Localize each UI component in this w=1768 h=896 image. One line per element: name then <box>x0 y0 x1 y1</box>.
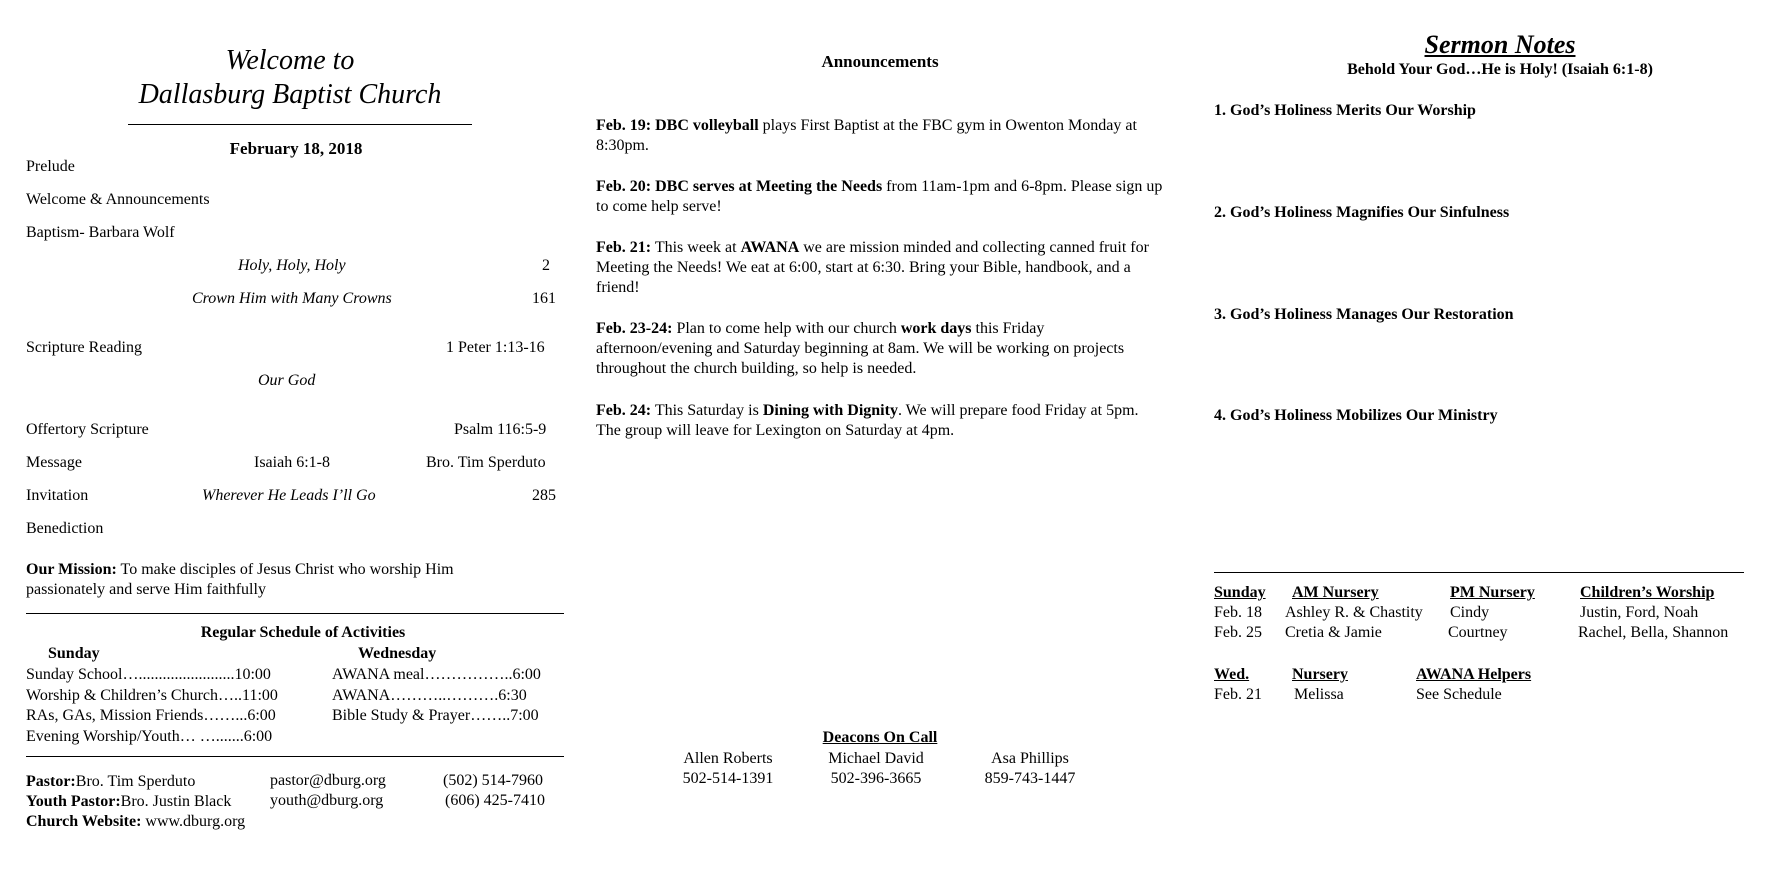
mission-divider <box>26 613 564 614</box>
announcement-date: Feb. 23-24: <box>596 320 673 337</box>
hymn-title: Crown Him with Many Crowns <box>192 290 392 307</box>
announcement-item <box>596 401 1164 441</box>
pastor-phone: (502) 514-7960 <box>443 772 543 789</box>
schedule-item: AWANA meal……………..6:00 <box>332 666 541 683</box>
baptism: Baptism- Barbara Wolf <box>26 224 175 241</box>
youth-pastor-contact <box>26 792 231 812</box>
wednesday-cell: Feb. 21 <box>1214 686 1262 703</box>
nursery-cell: Ashley R. & Chastity <box>1285 604 1423 621</box>
pastor-label: Pastor: <box>26 773 76 790</box>
nursery-header: PM Nursery <box>1450 584 1535 601</box>
nursery-cell: Justin, Ford, Noah <box>1580 604 1699 621</box>
schedule-item: Sunday School…........................10:00 <box>26 666 271 683</box>
offertory-label: Offertory Scripture <box>26 421 149 438</box>
announcement-highlight: work days <box>900 320 972 337</box>
announcement-highlight: AWANA <box>740 239 800 256</box>
deacon-phone: 859-743-1447 <box>984 770 1076 787</box>
announcement-item <box>596 116 1164 156</box>
schedule-item: AWANA………..……….6:30 <box>332 686 527 704</box>
church-name: Dallasburg Baptist Church <box>138 79 442 110</box>
hymn-title: Holy, Holy, Holy <box>238 257 346 274</box>
welcome-line-1: Welcome to <box>225 45 355 76</box>
order-of-service <box>26 150 568 550</box>
sermon-subtitle: Behold Your God…He is Holy! (Isaiah 6:1-8) <box>1347 61 1653 78</box>
announcement-date: Feb. 19: <box>596 117 652 134</box>
sunday-schedule-list <box>26 665 278 747</box>
schedule-divider <box>26 756 564 757</box>
sermon-notes-title: Sermon Notes <box>1424 30 1576 59</box>
mission-text-continued: passionately and serve Him faithfully <box>26 581 266 598</box>
deacon-entry <box>660 749 796 789</box>
announcement-highlight: Dining with Dignity <box>762 402 898 419</box>
deacon-phone: 502-514-1391 <box>682 770 774 787</box>
nursery-cell: Feb. 18 <box>1214 604 1262 621</box>
youth-pastor-label: Youth Pastor: <box>26 793 121 810</box>
pastor-email: pastor@dburg.org <box>270 772 386 789</box>
offertory-ref: Psalm 116:5-9 <box>454 421 547 438</box>
announcement-date: Feb. 24: <box>596 402 652 419</box>
pastor-name: Bro. Tim Sperduto <box>75 773 196 790</box>
deacon-name: Michael David <box>828 750 924 767</box>
youth-pastor-phone: (606) 425-7410 <box>445 792 545 809</box>
schedule-sunday-heading: Sunday <box>48 645 100 662</box>
special-song: Our God <box>258 372 316 389</box>
mission-text: To make disciples of Jesus Christ who worship Him <box>116 561 454 578</box>
website-url: www.dburg.org <box>141 813 246 830</box>
announcement-text-prefix: This week at <box>651 239 741 256</box>
sermon-point: 2. God’s Holiness Magnifies Our Sinfulness <box>1214 204 1510 221</box>
prelude: Prelude <box>26 158 75 175</box>
announcement-highlight: DBC volleyball <box>651 117 759 134</box>
message-label: Message <box>26 454 82 471</box>
deacons-title: Deacons On Call <box>822 729 938 746</box>
schedule-item: RAs, GAs, Mission Friends……...6:00 <box>26 707 276 724</box>
nursery-cell: Courtney <box>1448 624 1508 641</box>
welcome-title <box>80 44 500 112</box>
scripture-reading-ref: 1 Peter 1:13-16 <box>446 339 545 356</box>
invitation-number: 285 <box>532 487 556 504</box>
sermon-point: 1. God’s Holiness Merits Our Worship <box>1214 102 1476 119</box>
welcome-announcements: Welcome & Announcements <box>26 191 210 208</box>
scripture-reading-label: Scripture Reading <box>26 339 142 356</box>
website-label: Church Website: <box>26 813 142 830</box>
announcement-text: from 11am-1pm and 6-8pm. Please sign up to come help serve! <box>596 178 1163 215</box>
message-speaker: Bro. Tim Sperduto <box>426 454 546 471</box>
schedule-wednesday-heading: Wednesday <box>358 645 437 662</box>
deacon-entry <box>962 749 1098 789</box>
announcement-highlight: DBC serves at Meeting the Needs <box>651 178 883 195</box>
wednesday-cell: Melissa <box>1294 686 1344 703</box>
schedule-item: Evening Worship/Youth… ….......6:00 <box>26 727 273 745</box>
schedule-title: Regular Schedule of Activities <box>200 624 406 641</box>
sermon-notes-header <box>1200 30 1768 80</box>
message-ref: Isaiah 6:1-8 <box>254 454 330 471</box>
deacon-name: Asa Phillips <box>991 750 1069 767</box>
youth-pastor-email: youth@dburg.org <box>270 792 384 809</box>
announcement-text: this Friday afternoon/evening and Saturday beginning at 8am. We will be working on projects throughout the church building, so help is needed. <box>596 320 1125 377</box>
mission-statement <box>26 560 454 600</box>
announcement-text-prefix: Plan to come help with our church <box>672 320 901 337</box>
schedule-item: Bible Study & Prayer……..7:00 <box>332 707 539 724</box>
announcement-item <box>596 319 1164 379</box>
hymn-number: 2 <box>542 257 550 274</box>
announcement-text: plays First Baptist at the FBC gym in Owenton Monday at 8:30pm. <box>596 117 1137 154</box>
invitation-song: Wherever He Leads I’ll Go <box>202 487 376 504</box>
invitation-label: Invitation <box>26 487 89 504</box>
sermon-point: 3. God’s Holiness Manages Our Restoration <box>1214 306 1514 323</box>
announcements-title: Announcements <box>821 52 939 71</box>
deacon-name: Allen Roberts <box>683 750 773 767</box>
deacon-phone: 502-396-3665 <box>830 770 922 787</box>
announcement-item <box>596 238 1164 298</box>
wednesday-schedule-list <box>332 665 541 727</box>
sermon-point: 4. God’s Holiness Mobilizes Our Ministry <box>1214 407 1498 424</box>
deacon-entry <box>808 749 944 789</box>
schedule-item: Worship & Children’s Church…..11:00 <box>26 686 278 704</box>
announcement-date: Feb. 21: <box>596 239 652 256</box>
nursery-header: Children’s Worship <box>1580 584 1715 601</box>
announcement-text: . We will prepare food Friday at 5pm. The group will leave for Lexington on Saturday at 4pm. <box>596 402 1139 439</box>
nursery-header: AM Nursery <box>1292 584 1379 601</box>
mission-label: Our Mission: <box>26 561 117 578</box>
nursery-header: Sunday <box>1214 584 1266 601</box>
nursery-divider <box>1214 572 1744 573</box>
nursery-cell: Cretia & Jamie <box>1285 624 1382 641</box>
nursery-cell: Cindy <box>1450 604 1490 621</box>
hymn-number: 161 <box>532 290 556 307</box>
title-divider <box>128 124 472 125</box>
wednesday-header: Wed. <box>1214 666 1250 683</box>
church-website <box>26 812 245 832</box>
wednesday-header: Nursery <box>1292 666 1348 683</box>
wednesday-header: AWANA Helpers <box>1416 666 1532 683</box>
service-date: February 18, 2018 <box>229 139 363 158</box>
announcement-text: we are mission minded and collecting canned fruit for Meeting the Needs! We eat at 6:00, start at 6:30. Bring your Bible, handbook, and a friend! <box>596 239 1149 296</box>
youth-pastor-name: Bro. Justin Black <box>120 793 232 810</box>
announcement-date: Feb. 20: <box>596 178 652 195</box>
wednesday-cell: See Schedule <box>1416 686 1502 703</box>
nursery-cell: Feb. 25 <box>1214 624 1262 641</box>
announcement-item <box>596 177 1164 217</box>
announcement-text-prefix: This Saturday is <box>651 402 763 419</box>
pastor-contact <box>26 772 195 792</box>
nursery-cell: Rachel, Bella, Shannon <box>1578 624 1729 641</box>
benediction: Benediction <box>26 520 104 537</box>
